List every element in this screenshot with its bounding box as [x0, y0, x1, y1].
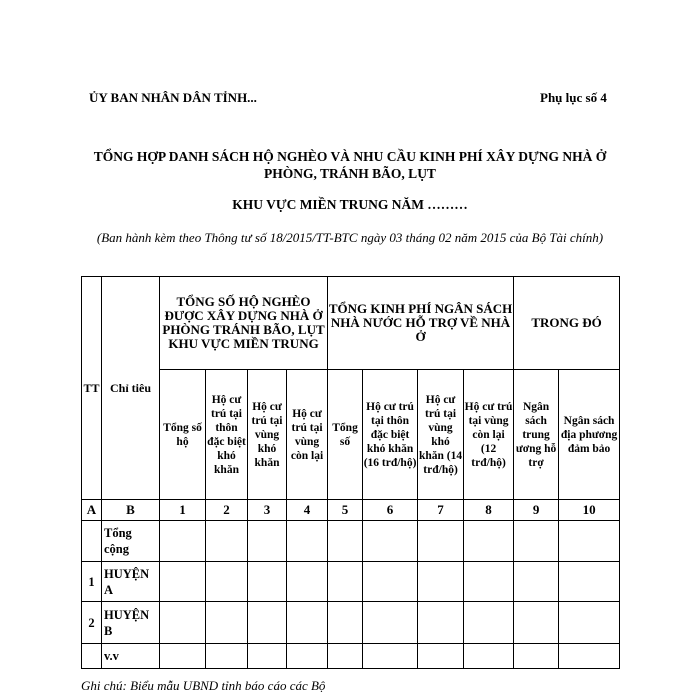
row-label: v.v [102, 644, 160, 669]
row-tt [82, 644, 102, 669]
header-group-of-which: TRONG ĐÓ [514, 277, 620, 370]
subheader-col-4: Hộ cư trú tại vùng còn lại [287, 370, 328, 500]
subheader-col-10: Ngân sách địa phương đảm bảo [559, 370, 620, 500]
header-chi-tieu: Chỉ tiêu [102, 277, 160, 500]
index-cell: 2 [206, 500, 248, 521]
row-tt: 1 [82, 562, 102, 602]
index-cell: 3 [248, 500, 287, 521]
row-tt: 2 [82, 602, 102, 644]
header-group-households: TỔNG SỐ HỘ NGHÈO ĐƯỢC XÂY DỰNG NHÀ Ở PHÒNG TRÁNH BÃO, LỤT KHU VỰC MIỀN TRUNG [160, 277, 328, 370]
subheader-col-7: Hộ cư trú tại vùng khó khăn (14 trđ/hộ) [418, 370, 464, 500]
index-cell: 10 [559, 500, 620, 521]
subheader-col-1: Tổng số hộ [160, 370, 206, 500]
title-line-2: PHÒNG, TRÁNH BÃO, LỤT [264, 166, 436, 181]
index-cell: 4 [287, 500, 328, 521]
subheader-col-5: Tổng số [328, 370, 363, 500]
footnote: Ghi chú: Biểu mẫu UBND tỉnh báo cáo các Bộ [81, 678, 326, 693]
subheader-col-6: Hộ cư trú tại thôn đặc biệt khó khăn (16 trđ/hộ) [363, 370, 418, 500]
row-tt [82, 521, 102, 562]
document-title [60, 148, 640, 182]
subheader-col-8: Hộ cư trú tại vùng còn lại (12 trđ/hộ) [464, 370, 514, 500]
column-index-row [82, 500, 620, 521]
index-cell: B [102, 500, 160, 521]
row-label: HUYỆN A [102, 562, 160, 602]
index-cell: A [82, 500, 102, 521]
table-row [82, 602, 620, 644]
subheader-col-9: Ngân sách trung ương hỗ trợ [514, 370, 559, 500]
header-tt: TT [82, 277, 102, 500]
table-row [82, 644, 620, 669]
summary-table [81, 276, 620, 669]
index-cell: 6 [363, 500, 418, 521]
index-cell: 1 [160, 500, 206, 521]
index-cell: 7 [418, 500, 464, 521]
row-label: HUYỆN B [102, 602, 160, 644]
index-cell: 5 [328, 500, 363, 521]
header-group-funding: TỔNG KINH PHÍ NGÂN SÁCH NHÀ NƯỚC HỖ TRỢ VỀ NHÀ Ở [328, 277, 514, 370]
subheader-col-3: Hộ cư trú tại vùng khó khăn [248, 370, 287, 500]
index-cell: 9 [514, 500, 559, 521]
title-line-3: KHU VỰC MIỀN TRUNG NĂM ……… [232, 197, 468, 212]
index-cell: 8 [464, 500, 514, 521]
row-label: Tổng cộng [102, 521, 160, 562]
title-line-1: TỔNG HỢP DANH SÁCH HỘ NGHÈO VÀ NHU CẦU KINH PHÍ XÂY DỰNG NHÀ Ở [93, 149, 607, 164]
subheader-col-2: Hộ cư trú tại thôn đặc biệt khó khăn [206, 370, 248, 500]
table-row [82, 562, 620, 602]
table-row [82, 521, 620, 562]
legal-basis-subtitle: (Ban hành kèm theo Thông tư số 18/2015/TT-BTC ngày 03 tháng 02 năm 2015 của Bộ Tài chính) [96, 230, 604, 245]
appendix-number: Phụ lục số 4 [540, 90, 607, 105]
agency-name: ỦY BAN NHÂN DÂN TỈNH... [89, 90, 257, 105]
